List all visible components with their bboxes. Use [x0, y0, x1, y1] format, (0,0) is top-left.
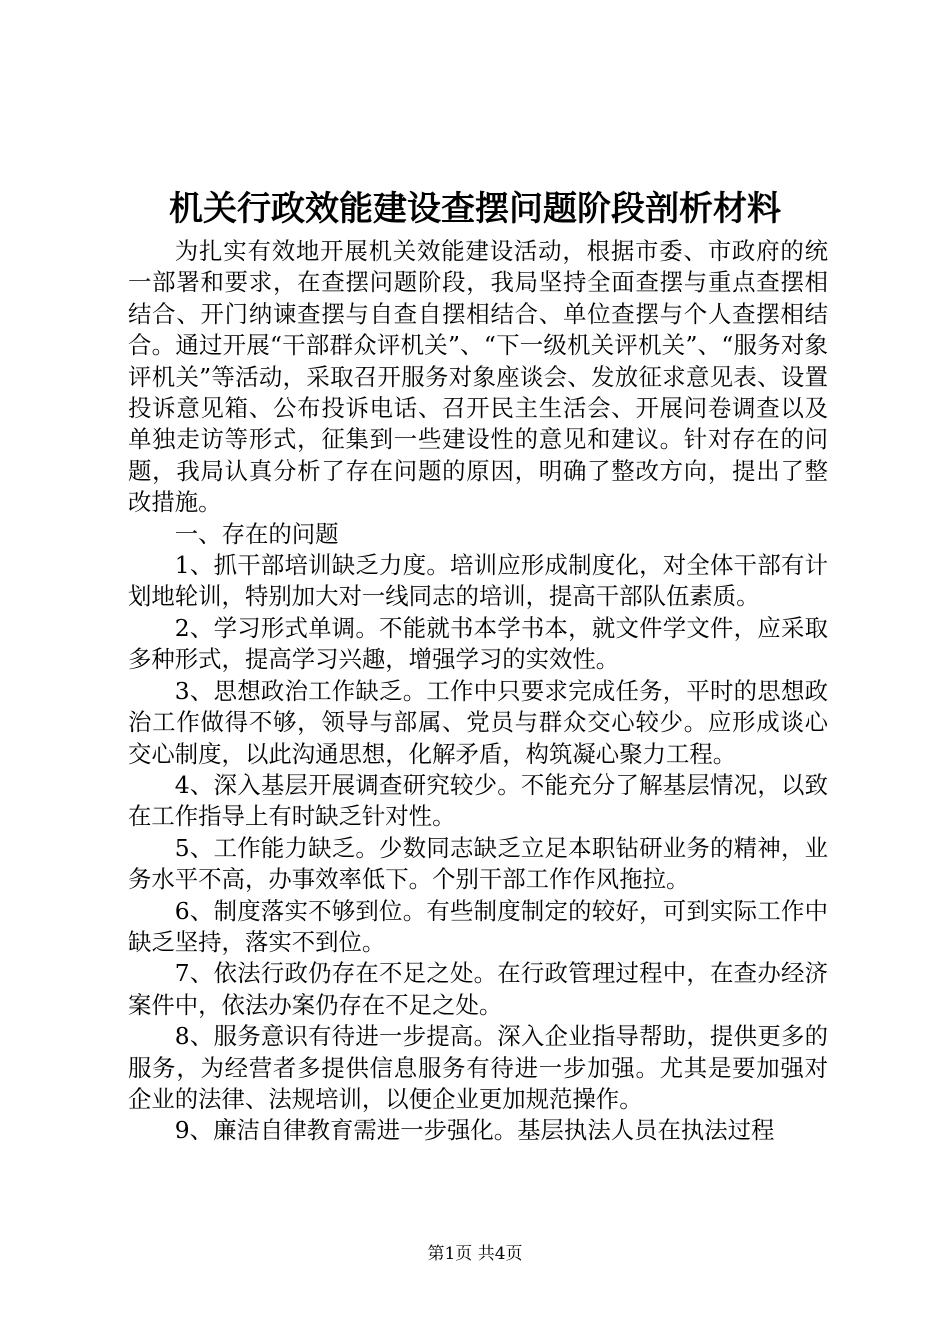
- paragraph-item-8: 8、服务意识有待进一步提高。深入企业指导帮助，提供更多的服务，为经营者多提供信息服务有待进一步加强。尤其是要加强对企业的法律、法规培训，以便企业更加规范操作。: [128, 1022, 828, 1113]
- document-title: 机关行政效能建设查摆问题阶段剖析材料: [169, 189, 781, 229]
- paragraph-intro: 为扎实有效地开展机关效能建设活动，根据市委、市政府的统一部署和要求，在查摆问题阶段，我局坚持全面查摆与重点查摆相结合、开门纳谏查摆与自查自摆相结合、单位查摆与个人查摆相结合。通过开展“干部群众评机关”、“下一级机关评机关”、“服务对象评机关”等活动，采取召开服务对象座谈会、发放征求意见表、设置投诉意见箱、公布投诉电话、召开民主生活会、开展问卷调查以及单独走访等形式，征集到一些建设性的意见和建议。针对存在的问题，我局认真分析了存在问题的原因，明确了整改方向，提出了整改措施。: [128, 237, 828, 517]
- paragraph-item-9: 9、廉洁自律教育需进一步强化。基层执法人员在执法过程: [174, 1116, 775, 1145]
- paragraph-item-6: 6、制度落实不够到位。有些制度制定的较好，可到实际工作中缺乏坚持，落实不到位。: [128, 896, 828, 956]
- document-body: [128, 236, 828, 1147]
- paragraph-item-3: 3、思想政治工作缺乏。工作中只要求完成任务，平时的思想政治工作做得不够，领导与部属、党员与群众交心较少。应形成谈心交心制度，以此沟通思想，化解矛盾，构筑凝心聚力工程。: [128, 676, 828, 768]
- paragraph-item-1: 1、抓干部培训缺乏力度。培训应形成制度化，对全体干部有计划地轮训，特别加大对一线同志的培训，提高干部队伍素质。: [128, 551, 828, 611]
- page-footer: 第1页 共4页: [427, 1244, 523, 1264]
- paragraph-item-4: 4、深入基层开展调查研究较少。不能充分了解基层情况，以致在工作指导上有时缺乏针对性。: [128, 770, 828, 831]
- paragraph-item-2: 2、学习形式单调。不能就书本学书本，就文件学文件，应采取多种形式，提高学习兴趣，增强学习的实效性。: [128, 613, 828, 674]
- paragraph-item-5: 5、工作能力缺乏。少数同志缺乏立足本职钻研业务的精神，业务水平不高，办事效率低下。个别干部工作作风拖拉。: [128, 833, 828, 894]
- paragraph-item-7: 7、依法行政仍存在不足之处。在行政管理过程中，在查办经济案件中，依法办案仍存在不足之处。: [128, 959, 828, 1019]
- section-heading: 一、存在的问题: [174, 519, 339, 548]
